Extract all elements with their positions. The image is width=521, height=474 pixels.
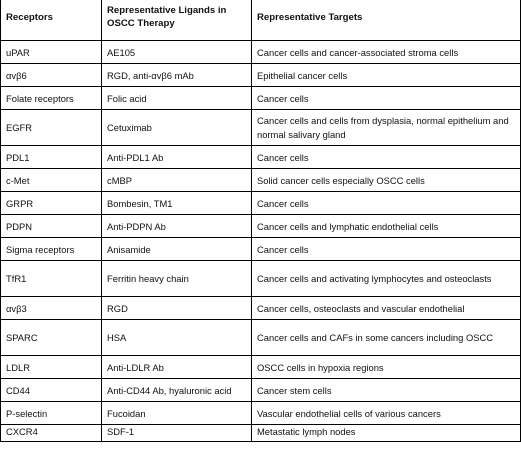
table-row <box>1 297 521 320</box>
table-row <box>1 425 521 442</box>
target-cell: Cancer cells and cells from dysplasia, normal epithelium and normal salivary gland <box>252 110 521 146</box>
target-cell: Vascular endothelial cells of various cancers <box>252 402 521 425</box>
receptor-cell: αvβ3 <box>1 297 102 320</box>
receptor-cell: uPAR <box>1 41 102 64</box>
target-cell: Epithelial cancer cells <box>252 64 521 87</box>
table-row <box>1 215 521 238</box>
ligand-cell: HSA <box>102 320 252 356</box>
ligand-cell: SDF-1 <box>102 425 252 442</box>
ligand-cell: Cetuximab <box>102 110 252 146</box>
receptor-cell: CXCR4 <box>1 425 102 442</box>
table-row <box>1 192 521 215</box>
target-cell: Solid cancer cells especially OSCC cells <box>252 169 521 192</box>
header-receptors: Receptors <box>1 0 102 41</box>
target-cell: Cancer cells <box>252 146 521 169</box>
target-cell: Cancer cells and lymphatic endothelial cells <box>252 215 521 238</box>
receptor-cell: Folate receptors <box>1 87 102 110</box>
receptor-cell: PDPN <box>1 215 102 238</box>
table-row <box>1 356 521 379</box>
header-row <box>1 0 521 41</box>
target-cell: Cancer stem cells <box>252 379 521 402</box>
receptor-cell: LDLR <box>1 356 102 379</box>
receptor-cell: TfR1 <box>1 261 102 297</box>
target-cell: Cancer cells, osteoclasts and vascular endothelial <box>252 297 521 320</box>
receptor-cell: P-selectin <box>1 402 102 425</box>
target-cell: Cancer cells and cancer-associated stroma cells <box>252 41 521 64</box>
ligand-cell: Anti-CD44 Ab, hyaluronic acid <box>102 379 252 402</box>
receptor-cell: GRPR <box>1 192 102 215</box>
target-cell: Cancer cells <box>252 238 521 261</box>
ligand-cell: RGD, anti-αvβ6 mAb <box>102 64 252 87</box>
receptor-cell: CD44 <box>1 379 102 402</box>
table-row <box>1 146 521 169</box>
ligand-cell: Anisamide <box>102 238 252 261</box>
ligand-cell: Ferritin heavy chain <box>102 261 252 297</box>
receptor-cell: c-Met <box>1 169 102 192</box>
ligand-cell: Anti-PDL1 Ab <box>102 146 252 169</box>
ligand-cell: Anti-PDPN Ab <box>102 215 252 238</box>
ligand-cell: RGD <box>102 297 252 320</box>
table-row <box>1 64 521 87</box>
ligand-cell: Bombesin, TM1 <box>102 192 252 215</box>
receptor-cell: αvβ6 <box>1 64 102 87</box>
ligand-cell: Folic acid <box>102 87 252 110</box>
target-cell: Cancer cells and CAFs in some cancers including OSCC <box>252 320 521 356</box>
table-row <box>1 379 521 402</box>
table-row <box>1 41 521 64</box>
ligand-cell: Fucoidan <box>102 402 252 425</box>
target-cell: Cancer cells <box>252 87 521 110</box>
table-row <box>1 238 521 261</box>
table-row <box>1 261 521 297</box>
table-row <box>1 320 521 356</box>
receptor-cell: EGFR <box>1 110 102 146</box>
header-ligands: Representative Ligands in OSCC Therapy <box>102 0 252 41</box>
header-targets: Representative Targets <box>252 0 521 41</box>
target-cell: Cancer cells <box>252 192 521 215</box>
target-cell: Metastatic lymph nodes <box>252 425 521 442</box>
receptor-cell: SPARC <box>1 320 102 356</box>
ligand-cell: Anti-LDLR Ab <box>102 356 252 379</box>
target-cell: Cancer cells and activating lymphocytes and osteoclasts <box>252 261 521 297</box>
receptor-cell: Sigma receptors <box>1 238 102 261</box>
target-cell: OSCC cells in hypoxia regions <box>252 356 521 379</box>
table-row <box>1 110 521 146</box>
table-row <box>1 87 521 110</box>
receptor-cell: PDL1 <box>1 146 102 169</box>
table-row <box>1 402 521 425</box>
table-row <box>1 169 521 192</box>
ligand-cell: AE105 <box>102 41 252 64</box>
ligand-cell: cMBP <box>102 169 252 192</box>
